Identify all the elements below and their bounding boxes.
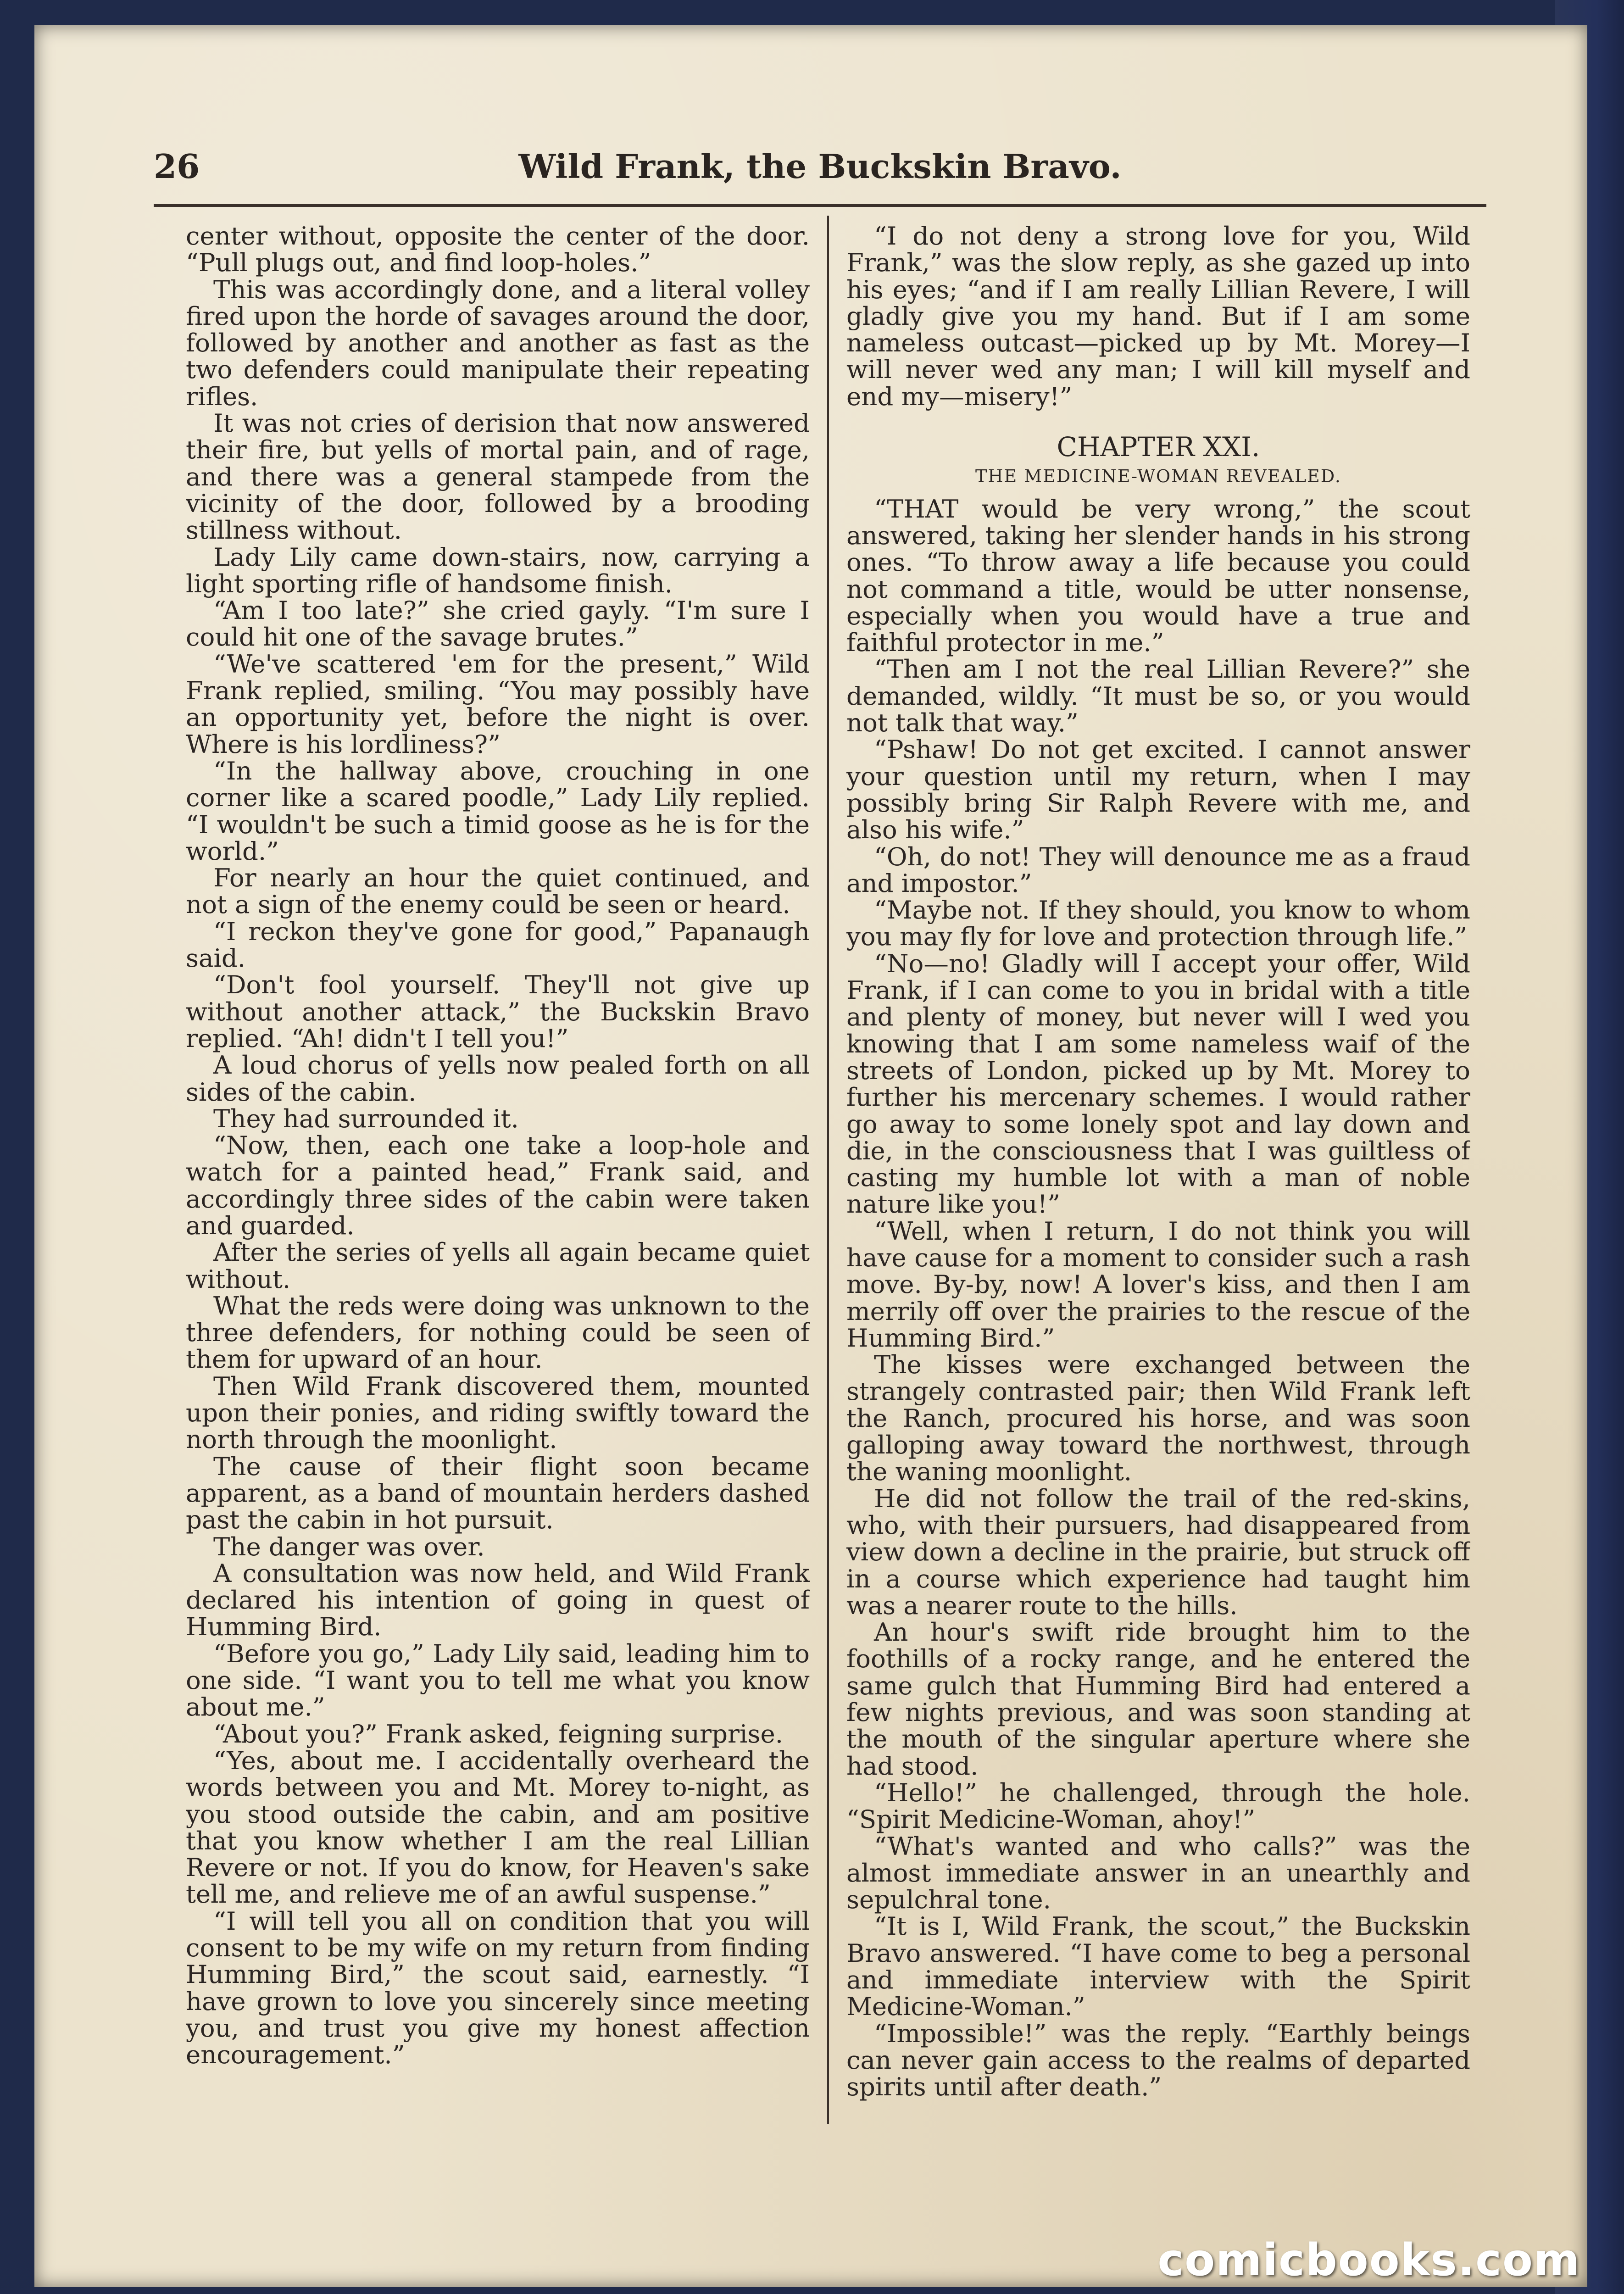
paragraph: “In the hallway above, crouching in one corner like a scared poodle,” Lady Lily replied. “I wouldn't be such a timid goose as he is for the world.”: [186, 756, 810, 866]
paragraph: “Oh, do not! They will denounce me as a fraud and impostor.”: [846, 841, 1470, 898]
paragraph: Lady Lily came down-stairs, now, carrying a light sporting rifle of handsome finish.: [186, 542, 810, 598]
paragraph: A loud chorus of yells now pealed forth on all sides of the cabin.: [186, 1050, 810, 1107]
paragraph: An hour's swift ride brought him to the foothills of a rocky range, and he entered the same gulch that Humming Bird had entered a few nights previous, and was soon standing at the mouth of the singular aperture where she had stood.: [846, 1617, 1470, 1781]
paragraph: He did not follow the trail of the red-skins, who, with their pursuers, had disappeared from view down a decline in the prairie, but struck off in a course which experience had taught him was a nearer route to the hills.: [846, 1483, 1470, 1620]
paragraph: “Yes, about me. I accidentally overheard the words between you and Mt. Morey to-night, as you stood outside the cabin, and am positive that you know whether I am the real Lillian Revere or not. If you do know, for Heaven's sake tell me, and relieve me of an awful suspense.”: [186, 1745, 810, 1909]
paragraph: “I do not deny a strong love for you, Wild Frank,” was the slow reply, as she gazed up into his eyes; “and if I am really Lillian Revere, I will gladly give you my hand. But if I am some nameless outcast—picked up by Mt. Morey—I will never wed any man; I will kill myself and end my—misery!”: [846, 223, 1470, 411]
paragraph: “THAT would be very wrong,” the scout answered, taking her slender hands in his strong ones. “To throw away a life because you could not command a title, would be utter nonsense, especially when you would have a true and faithful protector in me.”: [846, 494, 1470, 657]
paragraph: The danger was over.: [213, 1531, 485, 1561]
site-watermark: comicbooks.com: [1157, 2234, 1580, 2286]
paragraph: Then Wild Frank discovered them, mounted upon their ponies, and riding swiftly toward the north through the moonlight.: [186, 1371, 810, 1454]
paragraph: The kisses were exchanged between the strangely contrasted pair; then Wild Frank left the Ranch, procured his horse, and was soon galloping away toward the northwest, through the waning moonlight.: [846, 1350, 1470, 1487]
paragraph: “We've scattered 'em for the present,” Wild Frank replied, smiling. “You may possibly have an opportunity yet, before the night is over. Where is his lordliness?”: [186, 649, 810, 759]
running-title: Wild Frank, the Buckskin Bravo.: [518, 147, 1122, 186]
right-column: [846, 223, 1470, 2147]
left-column: [186, 223, 810, 2147]
paragraph: “I will tell you all on condition that you will consent to be my wife on my return from finding Humming Bird,” the scout said, earnestly. “I have grown to love you sincerely since meeting you, and trust you give my honest affection encouragement.”: [186, 1906, 810, 2070]
paragraph: “Maybe not. If they should, you know to whom you may fly for love and protection through life.”: [846, 895, 1470, 952]
paragraph: “Then am I not the real Lillian Revere?” she demanded, wildly. “It must be so, or you would not talk that way.”: [846, 654, 1470, 738]
paragraph: “Am I too late?” she cried gayly. “I'm sure I could hit one of the savage brutes.”: [186, 596, 810, 652]
paragraph: For nearly an hour the quiet continued, and not a sign of the enemy could be seen or heard.: [186, 863, 810, 919]
paragraph: They had surrounded it.: [213, 1103, 519, 1133]
paragraph: “I reckon they've gone for good,” Papanaugh said.: [186, 916, 810, 973]
paragraph: center without, opposite the center of the door. “Pull plugs out, and find loop-holes.”: [186, 223, 810, 278]
paragraph: The cause of their flight soon became apparent, as a band of mountain herders dashed past the cabin in hot pursuit.: [186, 1451, 810, 1535]
paragraph: After the series of yells all again became quiet without.: [186, 1237, 810, 1294]
paragraph: What the reds were doing was unknown to the three defenders, for nothing could be seen of them for upward of an hour.: [186, 1291, 810, 1374]
page-number: 26: [154, 147, 200, 186]
paragraph: “Hello!” he challenged, through the hole. “Spirit Medicine-Woman, ahoy!”: [846, 1777, 1470, 1834]
chapter-heading: CHAPTER XXI.: [1057, 431, 1260, 463]
header-rule: [154, 204, 1486, 207]
paragraph: “What's wanted and who calls?” was the almost immediate answer in an unearthly and sepulchral tone.: [846, 1831, 1470, 1915]
paragraph: “Before you go,” Lady Lily said, leading him to one side. “I want you to tell me what you know about me.”: [186, 1638, 810, 1722]
paragraph: “Now, then, each one take a loop-hole and watch for a painted head,” Frank said, and accordingly three sides of the cabin were taken and guarded.: [186, 1130, 810, 1240]
paragraph: “Impossible!” was the reply. “Earthly beings can never gain access to the realms of departed spirits until after death.”: [846, 2018, 1470, 2102]
chapter-subheading: THE MEDICINE-WOMAN REVEALED.: [975, 466, 1341, 487]
paragraph: “No—no! Gladly will I accept your offer, Wild Frank, if I can come to you in bridal with a title and plenty of money, but never will I wed you knowing that I am some nameless waif of the streets of London, picked up by Mt. Morey to further his mercenary schemes. I would rather go away to some lonely spot and lay down and die, in the consciousness that I was guiltless of casting my humble lot with a man of noble nature like you!”: [846, 948, 1470, 1219]
column-divider: [827, 216, 829, 2124]
paragraph: This was accordingly done, and a literal volley fired upon the horde of savages around the door, followed by another and another as fast as the two defenders could manipulate their repeating rifles.: [186, 274, 810, 411]
paragraph: “About you?” Frank asked, feigning surprise.: [213, 1719, 784, 1748]
paragraph: “Pshaw! Do not get excited. I cannot answer your question until my return, when I may possibly bring Sir Ralph Revere with me, and also his wife.”: [846, 735, 1470, 845]
paragraph: “Well, when I return, I do not think you will have cause for a moment to consider such a rash move. By-by, now! A lover's kiss, and then I am merrily off over the prairies to the rescue of the Humming Bird.”: [846, 1216, 1470, 1353]
paragraph: “Don't fool yourself. They'll not give up without another attack,” the Buckskin Bravo replied. “Ah! didn't I tell you!”: [186, 970, 810, 1053]
paragraph: “It is I, Wild Frank, the scout,” the Buckskin Bravo answered. “I have come to beg a personal and immediate interview with the Spirit Medicine-Woman.”: [846, 1911, 1470, 2021]
paragraph: It was not cries of derision that now answered their fire, but yells of mortal pain, and of rage, and there was a general stampede from the vicinity of the door, followed by a brooding stillness without.: [186, 408, 810, 545]
paragraph: A consultation was now held, and Wild Frank declared his intention of going in quest of Humming Bird.: [186, 1558, 810, 1642]
page-header: [154, 138, 1486, 202]
